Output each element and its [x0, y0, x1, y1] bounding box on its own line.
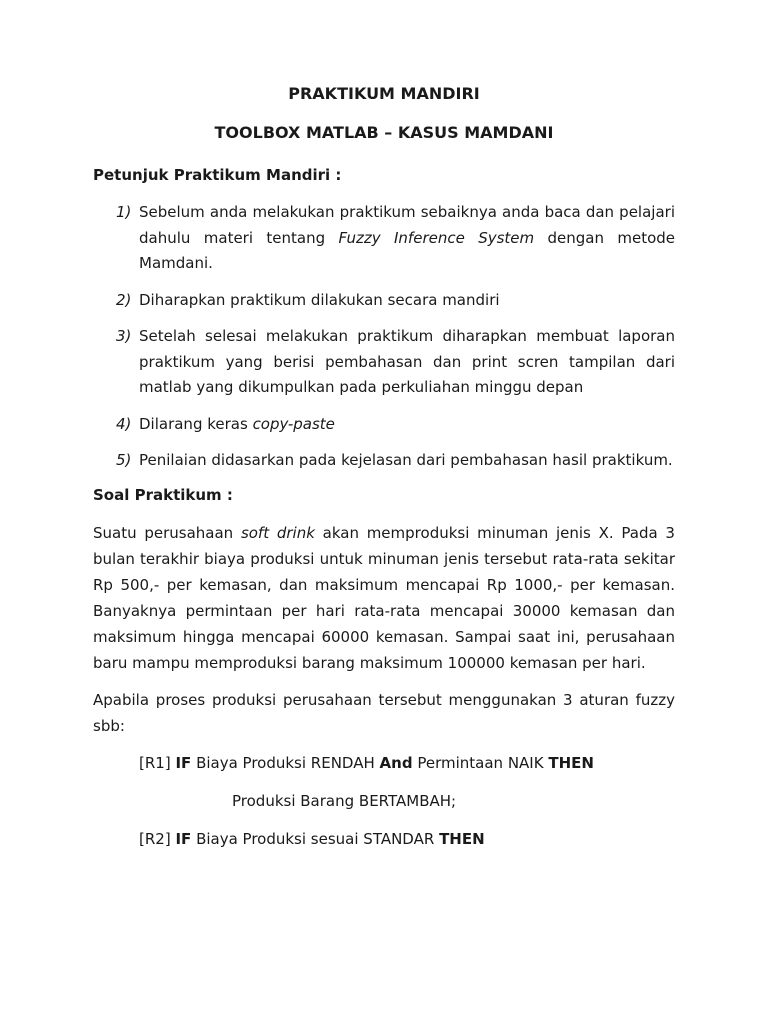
- list-item-text: Diharapkan praktikum dilakukan secara mandiri: [139, 290, 500, 309]
- document-subtitle: TOOLBOX MATLAB – KASUS MAMDANI: [214, 123, 554, 142]
- problem-paragraph-2: Apabila proses produksi perusahaan tersebut menggunakan 3 aturan fuzzy sbb:: [93, 690, 675, 735]
- problem-heading: Soal Praktikum :: [93, 485, 233, 504]
- instructions-list: [93, 200, 675, 474]
- list-item-text: Dilarang keras copy-paste: [139, 414, 335, 433]
- rule-r1-result: Produksi Barang BERTAMBAH;: [232, 791, 457, 810]
- list-item-number: 3): [116, 327, 132, 345]
- list-item-number: 5): [116, 451, 132, 469]
- list-item: [93, 412, 675, 438]
- problem-paragraph-1: Suatu perusahaan soft drink akan memproduksi minuman jenis X. Pada 3 bulan terakhir biaya produksi untuk minuman jenis tersebut rata-rata sekitar Rp 500,- per kemasan, dan maksimum mencapai Rp 1000,- per kemasan. Banyaknya permintaan per hari rata-rata mencapai 30000 kemasan dan maksimum hingga mencapai 60000 kemasan. Sampai saat ini, perusahaan baru mampu memproduksi barang maksimum 100000 kemasan per hari.: [93, 523, 675, 672]
- list-item-number: 4): [116, 414, 132, 433]
- list-item-text: Setelah selesai melakukan praktikum diharapkan membuat laporan praktikum yang berisi pembahasan dan print scren tampilan dari matlab yang dikumpulkan pada perkuliahan minggu depan: [139, 327, 675, 396]
- list-item: [93, 288, 675, 314]
- list-item-text: Sebelum anda melakukan praktikum sebaiknya anda baca dan pelajari dahulu materi tentang Fuzzy Inference System dengan metode Mamdani.: [139, 203, 676, 272]
- document-title: PRAKTIKUM MANDIRI: [288, 84, 480, 103]
- list-item-text: Penilaian didasarkan pada kejelasan dari pembahasan hasil praktikum.: [139, 451, 673, 469]
- list-item-number: 2): [116, 290, 132, 309]
- list-item: [93, 200, 675, 277]
- rule-r1: [R1] IF Biaya Produksi RENDAH And Permintaan NAIK THEN: [139, 753, 594, 772]
- instructions-heading: Petunjuk Praktikum Mandiri :: [93, 166, 342, 184]
- list-item: [93, 448, 675, 474]
- list-item-number: 1): [116, 203, 132, 221]
- list-item: [93, 324, 675, 401]
- rule-r2: [R2] IF Biaya Produksi sesuai STANDAR THEN: [139, 829, 485, 848]
